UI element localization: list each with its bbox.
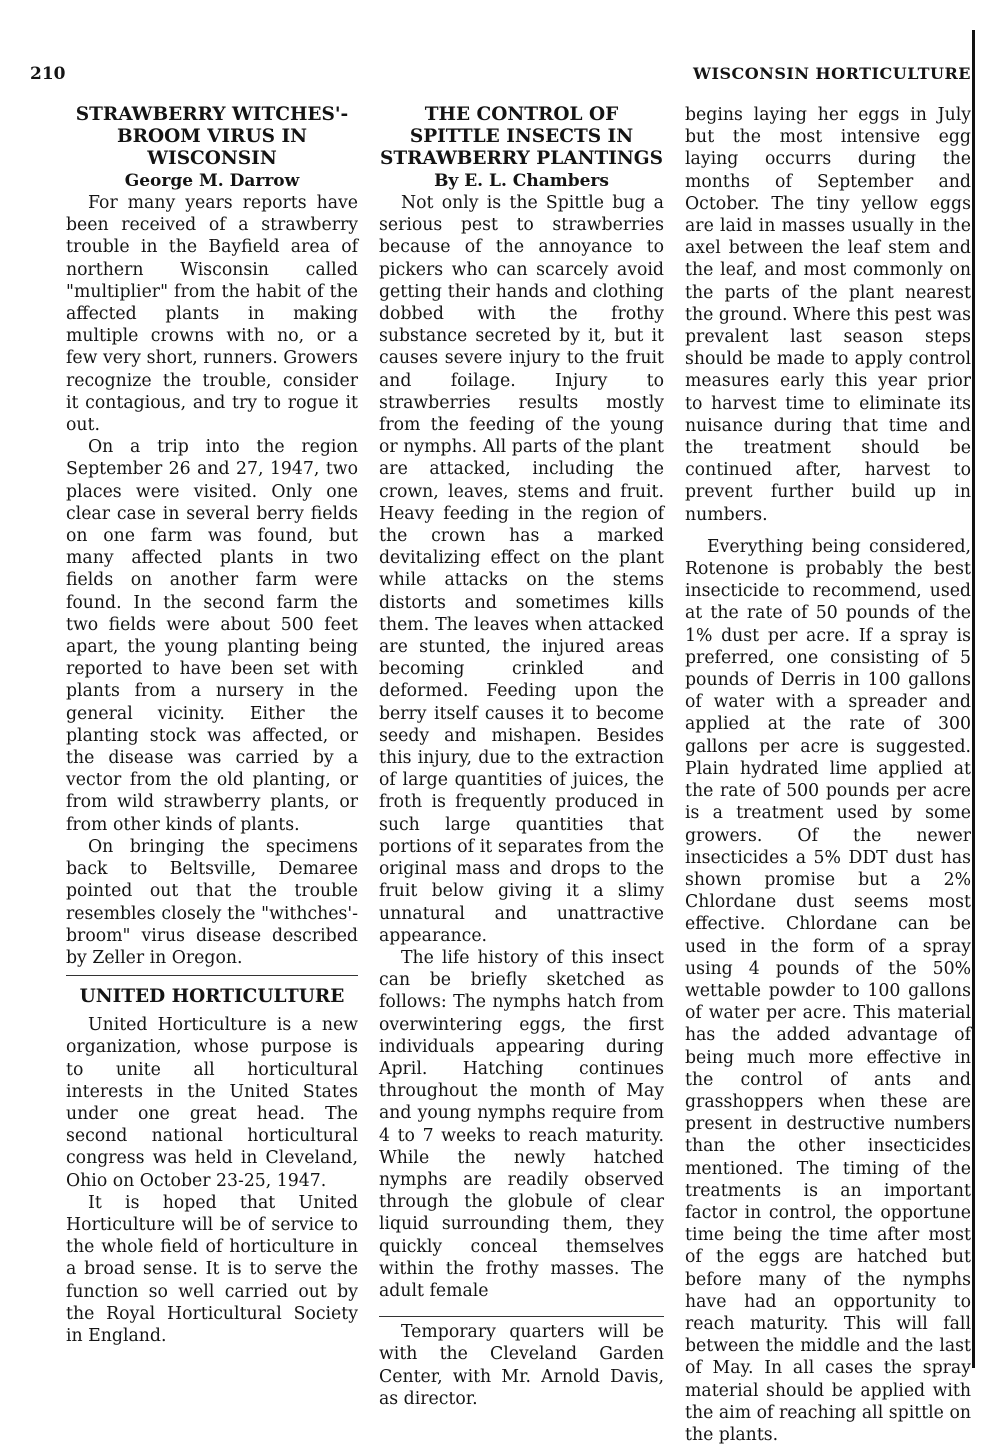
article-paragraph: The life history of this insect can be briefly sketched as follows: The nymphs hatch from overwintering eggs, the first individuals appearing during April. Hatching continues throughout the month of May and young nymphs require from 4 to 7 weeks to reach maturity. While the newly hatched nymphs are readily observed through the globule of clear liquid surrounding them, they quickly conceal themselves within the frothy masses. The adult female (379, 947, 664, 1301)
article-paragraph: On a trip into the region September 26 and 27, 1947, two places were visited. Only one clear case in several berry fields on one farm was found, but many affected plants in two fields on another farm were found. In the second farm the two fields were about 500 feet apart, the young planting being reported to have been set with plants from a nursery in the general vicinity. Either the planting stock was affected, or the disease was carried by a vector from the old planting, or from wild strawberry plants, or from other kinds of plants. (66, 437, 358, 835)
notice-text: Temporary quarters will be with the Cleveland Garden Center, with Mr. Arnold Davis, as director. (379, 1322, 664, 1409)
page-edge-rule (972, 30, 975, 1368)
article-paragraph: United Horticulture is a new organization, whose purpose is to unite all horticultural interests in the United States under one great head. The second national horticultural congress was held in Cleveland, Ohio on October 23-25, 1947. (66, 1015, 358, 1191)
column-1 (66, 104, 358, 1347)
article-divider (66, 975, 358, 976)
article-title: THE CONTROL OF SPITTLE INSECTS IN STRAWBERRY PLANTINGS (380, 104, 663, 169)
article-paragraph: For many years reports have been received of a strawberry trouble in the Bayfield area of northern Wisconsin called "multiplier" from the habit of the affected plants in making multiple crowns with no, or a few very short, runners. Growers recognize the trouble, consider it contagious, and try to rogue it out. (66, 193, 358, 436)
article-author: By E. L. Chambers (434, 171, 609, 191)
article-author: George M. Darrow (124, 171, 300, 191)
article-paragraph: On bringing the specimens back to Beltsville, Demaree pointed out that the trouble resembles closely the "withches'-broom" virus disease described by Zeller in Oregon. (66, 836, 358, 968)
spittle-insects-article (379, 104, 664, 1302)
notice-divider (379, 1316, 664, 1317)
page-number: 210 (30, 64, 66, 84)
article-paragraph: Not only is the Spittle bug a serious pest to strawberries because of the annoyance to pickers who can scarcely avoid getting their hands and clothing dobbed with the frothy substance secreted by it, but it causes severe injury to the fruit and foilage. Injury to strawberries results mostly from the feeding of the young or nymphs. All parts of the plant are attacked, including the crown, leaves, stems and fruit. Heavy feeding in the region of the crown has a marked devitalizing effect on the plant while attacks on the stems distorts and sometimes kills them. The leaves when attacked are stunted, the injured areas becoming crinkled and deformed. Feeding upon the berry itself causes it to become seedy and mishapen. Besides this injury, due to the extraction of large quantities of juices, the froth is frequently produced in such large quantities that portions of it separates from the original mass and drops to the fruit below giving it a slimy unnatural and unattractive appearance. (379, 193, 664, 946)
column-2 (379, 104, 664, 1410)
article-paragraph: Everything being considered, Rotenone is probably the best insecticide to recommend, used at the rate of 50 pounds of the 1% dust per acre. If a spray is preferred, one consisting of 5 pounds of Derris in 100 gallons of water with a spreader and applied at the rate of 300 gallons per acre is suggested. Plain hydrated lime applied at the rate of 500 pounds per acre is a treatment used by some growers. Of the newer insecticides a 5% DDT dust has shown promise but a 2% Chlordane dust seems most effective. Chlordane can be used in the form of a spray using 4 pounds of the 50% wettable powder to 100 gallons of water per acre. This material has the added advantage of being much more effective in the control of ants and grasshoppers when these are present in destructive numbers than the other insecticides mentioned. The timing of the treatments is an important factor in control, the opportune time being the time after most of the eggs are hatched but before many of the nymphs have had an opportunity to reach maturity. This will fall between the middle and the last of May. In all cases the spray material should be applied with the aim of reaching all spittle on the plants. (685, 536, 971, 1445)
running-head: WISCONSIN HORTICULTURE (693, 64, 971, 83)
witches-broom-article (66, 104, 358, 969)
article-paragraph-continued: begins laying her eggs in July but the most intensive egg laying occurrs during the months of September and October. The tiny yellow eggs are laid in masses usually in the axel between the leaf stem and the leaf, and most commonly on the parts of the plant nearest the ground. Where this pest was prevalent last season steps should be made to apply control measures early this year prior to harvest time to eliminate its nuisance during that time and the treatment should be continued after, harvest to prevent further build up in numbers. (685, 105, 971, 525)
paragraph-gap (685, 526, 971, 536)
article-title: UNITED HORTICULTURE (79, 986, 345, 1008)
article-title: STRAWBERRY WITCHES'-BROOM VIRUS IN WISCONSIN (75, 104, 349, 169)
column-3 (685, 104, 971, 1446)
united-horticulture-article (66, 986, 358, 1347)
article-paragraph: It is hoped that United Horticulture will be of service to the whole field of horticulture in a broad sense. It is to serve the function so well carried out by the Royal Horticultural Society in England. (66, 1192, 358, 1346)
